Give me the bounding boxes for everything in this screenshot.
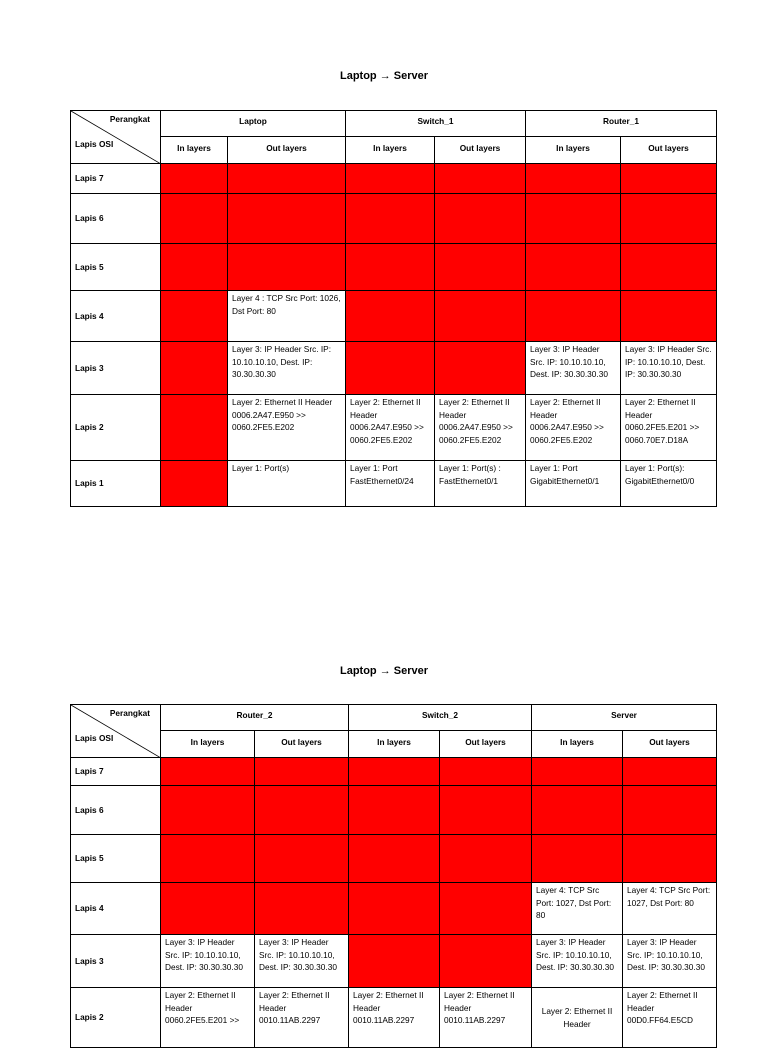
inactive-layer-cell bbox=[160, 460, 228, 507]
row-label: Lapis 2 bbox=[70, 394, 161, 461]
in-layers-header: In layers bbox=[160, 136, 228, 164]
inactive-layer-cell bbox=[160, 882, 255, 935]
layer-detail-cell: Layer 3: IP Header Src. IP: 10.10.10.10, Dest. IP: 30.30.30.30 bbox=[160, 934, 255, 988]
layer-detail-cell: Layer 3: IP Header Src. IP: 10.10.10.10, Dest. IP: 30.30.30.30 bbox=[620, 341, 717, 395]
layer-detail-cell: Layer 2: Ethernet II Header 0006.2A47.E950 >> 0060.2FE5.E202 bbox=[525, 394, 621, 461]
inactive-layer-cell bbox=[348, 934, 440, 988]
inactive-layer-cell bbox=[434, 243, 526, 291]
inactive-layer-cell bbox=[439, 882, 532, 935]
inactive-layer-cell bbox=[439, 934, 532, 988]
inactive-layer-cell bbox=[439, 834, 532, 883]
inactive-layer-cell bbox=[227, 243, 346, 291]
inactive-layer-cell bbox=[531, 785, 623, 835]
layer-detail-cell: Layer 4: TCP Src Port: 1027, Dst Port: 80 bbox=[531, 882, 623, 935]
header-corner bbox=[70, 110, 161, 164]
corner-layer-label: Lapis OSI bbox=[75, 733, 114, 743]
inactive-layer-cell bbox=[254, 882, 349, 935]
inactive-layer-cell bbox=[160, 834, 255, 883]
inactive-layer-cell bbox=[345, 341, 435, 395]
device-header: Switch_1 bbox=[345, 110, 526, 137]
row-label: Lapis 6 bbox=[70, 785, 161, 835]
inactive-layer-cell bbox=[348, 834, 440, 883]
layer-detail-cell: Layer 2: Ethernet II Header 0060.2FE5.E201 >> 0060.70E7.D18A bbox=[620, 394, 717, 461]
inactive-layer-cell bbox=[620, 243, 717, 291]
row-label: Lapis 7 bbox=[70, 163, 161, 194]
inactive-layer-cell bbox=[525, 193, 621, 244]
row-label: Lapis 7 bbox=[70, 757, 161, 786]
inactive-layer-cell bbox=[227, 163, 346, 194]
layer-detail-cell: Layer 3: IP Header Src. IP: 10.10.10.10, Dest. IP: 30.30.30.30 bbox=[531, 934, 623, 988]
inactive-layer-cell bbox=[160, 243, 228, 291]
row-label: Lapis 2 bbox=[70, 987, 161, 1048]
device-header: Switch_2 bbox=[348, 704, 532, 731]
inactive-layer-cell bbox=[160, 785, 255, 835]
row-label: Lapis 4 bbox=[70, 290, 161, 342]
out-layers-header: Out layers bbox=[622, 730, 717, 758]
inactive-layer-cell bbox=[622, 834, 717, 883]
inactive-layer-cell bbox=[525, 290, 621, 342]
row-label: Lapis 3 bbox=[70, 341, 161, 395]
inactive-layer-cell bbox=[345, 243, 435, 291]
layer-detail-cell: Layer 1: Port(s) bbox=[227, 460, 346, 507]
inactive-layer-cell bbox=[620, 290, 717, 342]
inactive-layer-cell bbox=[348, 882, 440, 935]
out-layers-header: Out layers bbox=[227, 136, 346, 164]
corner-device-label: Perangkat bbox=[109, 114, 150, 124]
corner-layer-label: Lapis OSI bbox=[75, 139, 114, 149]
device-header: Server bbox=[531, 704, 717, 731]
inactive-layer-cell bbox=[160, 193, 228, 244]
row-label: Lapis 5 bbox=[70, 834, 161, 883]
layer-detail-cell: Layer 1: Port GigabitEthernet0/1 bbox=[525, 460, 621, 507]
layer-detail-cell: Layer 2: Ethernet II Header 00D0.FF64.E5CD bbox=[622, 987, 717, 1048]
layer-detail-cell: Layer 2: Ethernet II Header 0006.2A47.E950 >> 0060.2FE5.E202 bbox=[227, 394, 346, 461]
row-label: Lapis 5 bbox=[70, 243, 161, 291]
inactive-layer-cell bbox=[434, 341, 526, 395]
table-title: Laptop → Server bbox=[339, 70, 429, 82]
layer-detail-cell: Layer 1: Port FastEthernet0/24 bbox=[345, 460, 435, 507]
inactive-layer-cell bbox=[160, 394, 228, 461]
in-layers-header: In layers bbox=[348, 730, 440, 758]
inactive-layer-cell bbox=[622, 757, 717, 786]
inactive-layer-cell bbox=[345, 193, 435, 244]
layer-detail-cell: Layer 3: IP Header Src. IP: 10.10.10.10, Dest. IP: 30.30.30.30 bbox=[227, 341, 346, 395]
inactive-layer-cell bbox=[254, 834, 349, 883]
inactive-layer-cell bbox=[348, 757, 440, 786]
inactive-layer-cell bbox=[160, 341, 228, 395]
out-layers-header: Out layers bbox=[620, 136, 717, 164]
out-layers-header: Out layers bbox=[434, 136, 526, 164]
layer-detail-cell: Layer 2: Ethernet II Header 0006.2A47.E950 >> 0060.2FE5.E202 bbox=[434, 394, 526, 461]
layer-detail-cell: Layer 1: Port(s): GigabitEthernet0/0 bbox=[620, 460, 717, 507]
device-header: Laptop bbox=[160, 110, 346, 137]
in-layers-header: In layers bbox=[160, 730, 255, 758]
in-layers-header: In layers bbox=[525, 136, 621, 164]
inactive-layer-cell bbox=[254, 757, 349, 786]
row-label: Lapis 1 bbox=[70, 460, 161, 507]
inactive-layer-cell bbox=[434, 163, 526, 194]
inactive-layer-cell bbox=[622, 785, 717, 835]
layer-detail-cell: Layer 4 : TCP Src Port: 1026, Dst Port: 80 bbox=[227, 290, 346, 342]
layer-detail-cell: Layer 3: IP Header Src. IP: 10.10.10.10, Dest. IP: 30.30.30.30 bbox=[254, 934, 349, 988]
table-title: Laptop → Server bbox=[339, 665, 429, 677]
inactive-layer-cell bbox=[345, 163, 435, 194]
header-corner bbox=[70, 704, 161, 758]
in-layers-header: In layers bbox=[531, 730, 623, 758]
inactive-layer-cell bbox=[345, 290, 435, 342]
layer-detail-cell: Layer 3: IP Header Src. IP: 10.10.10.10, Dest. IP: 30.30.30.30 bbox=[525, 341, 621, 395]
inactive-layer-cell bbox=[160, 290, 228, 342]
inactive-layer-cell bbox=[160, 163, 228, 194]
inactive-layer-cell bbox=[525, 163, 621, 194]
inactive-layer-cell bbox=[531, 834, 623, 883]
inactive-layer-cell bbox=[348, 785, 440, 835]
layer-detail-cell: Layer 1: Port(s) : FastEthernet0/1 bbox=[434, 460, 526, 507]
inactive-layer-cell bbox=[434, 290, 526, 342]
layer-detail-cell: Layer 2: Ethernet II Header 0010.11AB.2297 bbox=[439, 987, 532, 1048]
layer-detail-cell: Layer 2: Ethernet II Header 0010.11AB.2297 bbox=[348, 987, 440, 1048]
row-label: Lapis 6 bbox=[70, 193, 161, 244]
layer-detail-cell: Layer 2: Ethernet II Header 0060.2FE5.E201 >> bbox=[160, 987, 255, 1048]
layer-detail-cell: Layer 2: Ethernet II Header 0006.2A47.E950 >> 0060.2FE5.E202 bbox=[345, 394, 435, 461]
inactive-layer-cell bbox=[160, 757, 255, 786]
row-label: Lapis 3 bbox=[70, 934, 161, 988]
inactive-layer-cell bbox=[434, 193, 526, 244]
inactive-layer-cell bbox=[439, 785, 532, 835]
out-layers-header: Out layers bbox=[254, 730, 349, 758]
inactive-layer-cell bbox=[525, 243, 621, 291]
inactive-layer-cell bbox=[439, 757, 532, 786]
device-header: Router_2 bbox=[160, 704, 349, 731]
out-layers-header: Out layers bbox=[439, 730, 532, 758]
device-header: Router_1 bbox=[525, 110, 717, 137]
row-label: Lapis 4 bbox=[70, 882, 161, 935]
inactive-layer-cell bbox=[254, 785, 349, 835]
inactive-layer-cell bbox=[227, 193, 346, 244]
layer-detail-cell: Layer 2: Ethernet II Header bbox=[531, 987, 623, 1048]
inactive-layer-cell bbox=[531, 757, 623, 786]
inactive-layer-cell bbox=[620, 163, 717, 194]
corner-device-label: Perangkat bbox=[109, 708, 150, 718]
in-layers-header: In layers bbox=[345, 136, 435, 164]
layer-detail-cell: Layer 2: Ethernet II Header 0010.11AB.2297 bbox=[254, 987, 349, 1048]
layer-detail-cell: Layer 3: IP Header Src. IP: 10.10.10.10, Dest. IP: 30.30.30.30 bbox=[622, 934, 717, 988]
inactive-layer-cell bbox=[620, 193, 717, 244]
layer-detail-cell: Layer 4: TCP Src Port: 1027, Dst Port: 80 bbox=[622, 882, 717, 935]
